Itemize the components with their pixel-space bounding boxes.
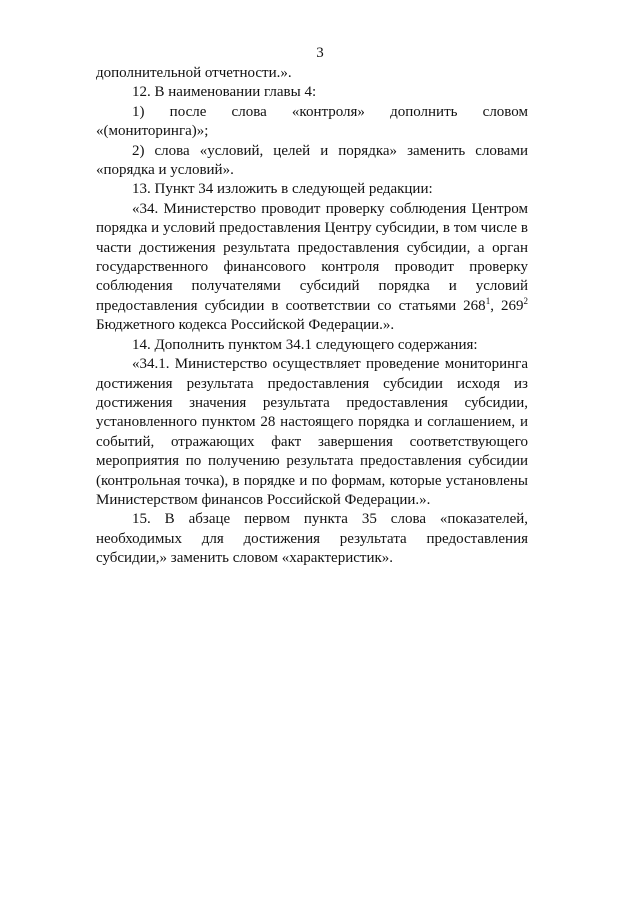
page-number: 3 bbox=[316, 45, 324, 61]
quote-34-article-269: , 269 bbox=[490, 297, 524, 314]
paragraph-subitem-1: 1) после слова «контроля» дополнить словом «(мониторинга)»; bbox=[96, 103, 528, 140]
paragraph-item-12: 12. В наименовании главы 4: bbox=[132, 84, 317, 101]
paragraph-quote-34 bbox=[96, 200, 528, 336]
paragraph-item-14: 14. Дополнить пунктом 34.1 следующего содержания: bbox=[132, 336, 478, 353]
paragraph-item-13: 13. Пункт 34 изложить в следующей редакции: bbox=[132, 181, 433, 198]
quote-34-text: «34. Министерство проводит проверку соблюдения Центром порядка и условий предоставления Центру субсидии, в том числе в части достижения результата предоставления субсидии, а орган государственного финансового контроля проводит проверку соблюдения получателями субсидий порядка и условий предоставления субсидии в соответствии со статьями 268 bbox=[96, 200, 528, 314]
paragraph-quote-34-1: «34.1. Министерство осуществляет проведение мониторинга достижения результата предоставления субсидии исходя из достижения значения результата предоставления субсидии, установленного пунктом 28 настоящего порядка и соглашением, и событий, отражающих факт завершения соответствующего мероприятия по получению результата предоставления субсидии (контрольная точка), в порядке и по формам, которые установлены Министерством финансов Российской Федерации.». bbox=[96, 356, 528, 508]
quote-34-ending: Бюджетного кодекса Российской Федерации.». bbox=[96, 317, 395, 334]
paragraph-item-15: 15. В абзаце первом пункта 35 слова «показателей, необходимых для достижения результата предоставления субсидии,» заменить словом «характеристик». bbox=[96, 511, 528, 567]
article-269-superscript: 2 bbox=[523, 295, 529, 306]
article-268-superscript: 1 bbox=[485, 295, 491, 306]
paragraph-subitem-2: 2) слова «условий, целей и порядка» заменить словами «порядка и условий». bbox=[96, 142, 528, 179]
document-body bbox=[96, 64, 528, 569]
paragraph-continuation: дополнительной отчетности.». bbox=[96, 65, 292, 81]
